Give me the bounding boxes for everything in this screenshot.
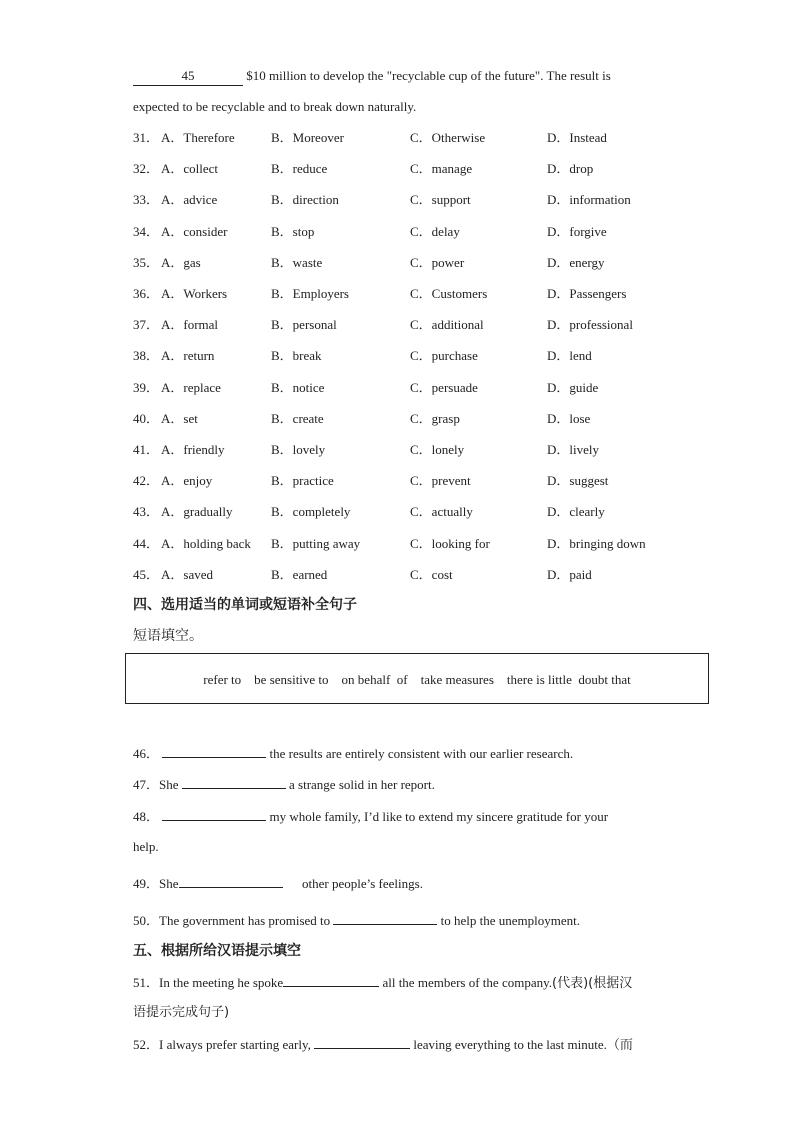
question-text: The government has promised to <box>159 913 334 928</box>
question-number: 32． <box>133 161 160 176</box>
option-a[interactable]: A．holding back <box>161 536 251 551</box>
question-text: the results are entirely consistent with our earlier research. <box>266 746 574 761</box>
answer-blank[interactable] <box>333 911 437 925</box>
question-52 <box>133 1035 633 1055</box>
option-a[interactable]: A．formal <box>161 317 219 332</box>
option-a[interactable]: A．Workers <box>161 286 228 301</box>
question-text: She <box>159 876 179 891</box>
option-c[interactable]: C．lonely <box>410 442 465 457</box>
question-number: 38． <box>133 348 160 363</box>
question-51 <box>133 973 632 993</box>
question-text: a strange solid in her report. <box>285 777 435 792</box>
question-number: 46． <box>133 746 160 761</box>
question-text: to help the unemployment. <box>437 913 581 928</box>
answer-blank[interactable] <box>283 973 379 987</box>
option-a[interactable]: A．enjoy <box>161 473 213 488</box>
question-number: 37． <box>133 317 160 332</box>
question-text: She <box>159 777 182 792</box>
question-number: 36． <box>133 286 160 301</box>
question-number: 35． <box>133 255 160 270</box>
option-d[interactable]: D．professional <box>547 317 633 332</box>
question-number: 39． <box>133 380 160 395</box>
option-c[interactable]: C．looking for <box>410 536 490 551</box>
option-c[interactable]: C．power <box>410 255 465 270</box>
option-b[interactable]: B．lovely <box>271 442 326 457</box>
question-row <box>133 347 693 365</box>
question-number: 44． <box>133 536 160 551</box>
option-d[interactable]: D．forgive <box>547 224 607 239</box>
question-number: 45． <box>133 567 160 582</box>
option-c[interactable]: C．Customers <box>410 286 488 301</box>
question-text: all the members of the company. <box>379 975 552 990</box>
answer-blank[interactable] <box>162 807 266 821</box>
option-c[interactable]: C．delay <box>410 224 460 239</box>
option-b[interactable]: B．Employers <box>271 286 349 301</box>
question-row <box>133 316 693 334</box>
option-c[interactable]: C．prevent <box>410 473 471 488</box>
option-d[interactable]: D．Passengers <box>547 286 627 301</box>
question-number: 48． <box>133 809 160 824</box>
option-c[interactable]: C．persuade <box>410 380 478 395</box>
option-a[interactable]: A．return <box>161 348 215 363</box>
option-d[interactable]: D．drop <box>547 161 594 176</box>
question-number: 41． <box>133 442 160 457</box>
section-5-heading: 五、根据所给汉语提示填空 <box>133 943 301 959</box>
question-49 <box>133 874 423 893</box>
question-text: In the meeting he spoke <box>159 975 284 990</box>
option-c[interactable]: C．additional <box>410 317 484 332</box>
question-number: 33． <box>133 192 160 207</box>
option-a[interactable]: A．Therefore <box>161 130 235 145</box>
question-number: 42． <box>133 473 160 488</box>
option-b[interactable]: B．reduce <box>271 161 328 176</box>
option-a[interactable]: A．advice <box>161 192 218 207</box>
option-c[interactable]: C．actually <box>410 504 473 519</box>
question-48-continued: help. <box>133 839 159 854</box>
option-b[interactable]: B．earned <box>271 567 328 582</box>
option-b[interactable]: B．completely <box>271 504 351 519</box>
phrase-list: refer to be sensitive to on behalf of take measures there is little doubt that <box>203 672 631 687</box>
answer-blank-45[interactable]: 45 <box>133 67 243 86</box>
option-c[interactable]: C．Otherwise <box>410 130 486 145</box>
question-46 <box>133 744 573 763</box>
question-number: 49． <box>133 876 160 891</box>
option-d[interactable]: D．paid <box>547 567 592 582</box>
question-row <box>133 223 693 241</box>
option-d[interactable]: D．lend <box>547 348 592 363</box>
option-c[interactable]: C．manage <box>410 161 473 176</box>
option-a[interactable]: A．replace <box>161 380 221 395</box>
question-number: 50． <box>133 913 160 928</box>
option-d[interactable]: D．guide <box>547 380 599 395</box>
option-a[interactable]: A．collect <box>161 161 219 176</box>
chinese-hint: （而 <box>606 1038 633 1053</box>
question-row <box>133 566 693 584</box>
question-row <box>133 410 693 428</box>
question-row <box>133 160 693 178</box>
passage-line-2: expected to be recyclable and to break down naturally. <box>133 99 417 114</box>
option-b[interactable]: B．direction <box>271 192 339 207</box>
chinese-hint: (代表)(根据汉 <box>552 976 633 991</box>
option-d[interactable]: D．Instead <box>547 130 607 145</box>
option-c[interactable]: C．support <box>410 192 471 207</box>
answer-blank[interactable] <box>314 1035 410 1049</box>
option-a[interactable]: A．gradually <box>161 504 233 519</box>
answer-blank[interactable] <box>179 874 283 888</box>
option-b[interactable]: B．personal <box>271 317 337 332</box>
question-number: 51． <box>133 975 160 990</box>
option-d[interactable]: D．lively <box>547 442 599 457</box>
option-b[interactable]: B．break <box>271 348 322 363</box>
question-text: I always prefer starting early, <box>159 1037 315 1052</box>
option-b[interactable]: B．create <box>271 411 324 426</box>
question-row <box>133 191 693 209</box>
question-48 <box>133 807 608 826</box>
question-row <box>133 441 693 459</box>
section-4-subheading: 短语填空。 <box>133 628 203 644</box>
answer-blank[interactable] <box>182 775 286 789</box>
option-c[interactable]: C．grasp <box>410 411 460 426</box>
option-b[interactable]: B．notice <box>271 380 325 395</box>
question-number: 40． <box>133 411 160 426</box>
option-a[interactable]: A．saved <box>161 567 213 582</box>
option-a[interactable]: A．friendly <box>161 442 225 457</box>
option-d[interactable]: D．bringing down <box>547 536 646 551</box>
option-b[interactable]: B．Moreover <box>271 130 344 145</box>
option-c[interactable]: C．cost <box>410 567 453 582</box>
question-row <box>133 379 693 397</box>
option-b[interactable]: B．practice <box>271 473 334 488</box>
passage-text-1: $10 million to develop the "recyclable cup of the future". The result is <box>246 68 611 83</box>
question-text: other people’s feelings. <box>282 876 423 891</box>
question-row <box>133 535 693 553</box>
option-a[interactable]: A．gas <box>161 255 201 270</box>
section-4-heading: 四、选用适当的单词或短语补全句子 <box>133 597 357 613</box>
option-d[interactable]: D．information <box>547 192 631 207</box>
option-a[interactable]: A．consider <box>161 224 228 239</box>
option-b[interactable]: B．waste <box>271 255 323 270</box>
option-b[interactable]: B．stop <box>271 224 315 239</box>
question-row <box>133 503 693 521</box>
question-row <box>133 285 693 303</box>
option-d[interactable]: D．lose <box>547 411 591 426</box>
question-50 <box>133 911 580 930</box>
question-number: 34． <box>133 224 160 239</box>
question-number: 47． <box>133 777 160 792</box>
question-number: 31． <box>133 130 160 145</box>
option-d[interactable]: D．energy <box>547 255 605 270</box>
answer-blank[interactable] <box>162 744 266 758</box>
passage-line-1 <box>133 67 611 86</box>
option-a[interactable]: A．set <box>161 411 198 426</box>
question-row <box>133 472 693 490</box>
question-47 <box>133 775 435 794</box>
question-number: 52． <box>133 1037 160 1052</box>
question-row <box>133 254 693 272</box>
question-number: 43． <box>133 504 160 519</box>
question-text: leaving everything to the last minute. <box>410 1037 607 1052</box>
question-row <box>133 129 693 147</box>
question-text: my whole family, I’d like to extend my sincere gratitude for your <box>266 809 609 824</box>
option-c[interactable]: C．purchase <box>410 348 478 363</box>
option-b[interactable]: B．putting away <box>271 536 361 551</box>
option-d[interactable]: D．suggest <box>547 473 609 488</box>
question-51-continued: 语提示完成句子) <box>133 1005 230 1020</box>
phrase-box <box>125 653 709 704</box>
option-d[interactable]: D．clearly <box>547 504 605 519</box>
